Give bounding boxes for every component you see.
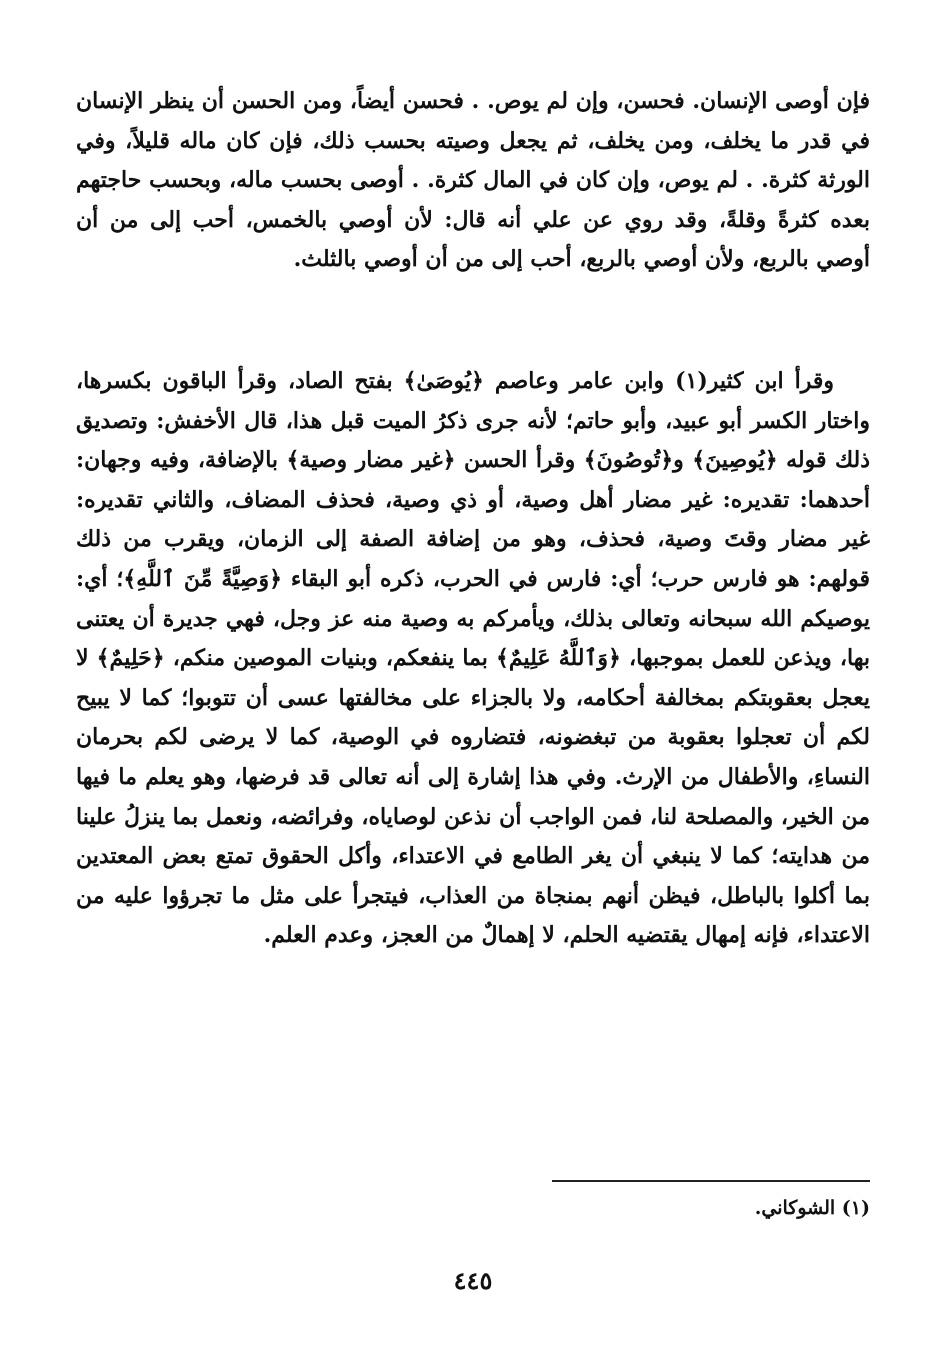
paragraph-2: وقرأ ابن كثير(١) وابن عامر وعاصم ﴿يُوصَىٰ﴾ بفتح الصاد، وقرأ الباقون بكسرها، واختار الكسر أبو عبيد، وأبو حاتم؛ لأنه جرى ذكرُ الميت قبل هذا، قال الأخفش: وتصديق ذلك قوله ﴿يُوصِينَ﴾ و﴿تُوصُونَ﴾ وقرأ الحسن ﴿غير مضار وصية﴾ بالإضافة، وفيه وجهان: أحدهما: تقديره: غير مضار أهل وصية، أو ذي وصية، فحذف المضاف، والثاني تقديره: غير مضار وقتَ وصية، فحذف، وهو من إضافة الصفة إلى الزمان، ويقرب من ذلك قولهم: هو فارس حرب؛ أي: فارس في الحرب، ذكره أبو البقاء ﴿وَصِيَّةً مِّنَ ٱللَّهِ﴾؛ أي: يوصيكم الله سبحانه وتعالى بذلك، ويأمركم به وصية منه عز وجل، فهي جديرة أن يعتنى بها، ويذعن للعمل بموجبها، ﴿وَٱللَّهُ عَلِيمٌ﴾ بما ينفعكم، وبنيات الموصين منكم، ﴿حَلِيمٌ﴾ لا يعجل بعقوبتكم بمخالفة أحكامه، ولا بالجزاء على مخالفتها عسى أن تتوبوا؛ كما لا يبيح لكم أن تعجلوا بعقوبة من تبغضونه، فتضاروه في الوصية، كما لا يرضى لكم بحرمان النساءِ، والأطفال من الإرث. وفي هذا إشارة إلى أنه تعالى قد فرضها، وهو يعلم ما فيها من الخير، والمصلحة لنا، فمن الواجب أن نذعن لوصاياه، وفرائضه، ونعمل بما ينزلُ علينا من هدايته؛ كما لا ينبغي أن يغر الطامع في الاعتداء، وأكل الحقوق تمتع بعض المعتدين بما أكلوا بالباطل، فيظن أنهم بمنجاة من العذاب، فيتجرأ على مثل ما تجرؤوا عليه من الاعتداء، فإنه إمهال يقتضيه الحلم، لا إهمالٌ من العجز، وعدم العلم. — [76, 368, 870, 949]
footnote: (١) الشوكاني. — [754, 1197, 870, 1219]
footnote-separator — [552, 1180, 870, 1182]
page-number: ٤٤٥ — [453, 1266, 493, 1295]
paragraph-1: فإن أوصى الإنسان. فحسن، وإن لم يوص. . فحسن أيضاً، ومن الحسن أن ينظر الإنسان في قدر ما يخلف، ومن يخلف، ثم يجعل وصيته بحسب ذلك، فإن كان ماله قليلاً، وفي الورثة كثرة. . لم يوص، وإن كان في المال كثرة. . أوصى بحسب ماله، وبحسب حاجتهم بعده كثرةً وقلةً، وقد روي عن علي أنه قال: لأن أوصي بالخمس، أحب إلى من أن أوصي بالربع، ولأن أوصي بالربع، أحب إلى من أن أوصي بالثلث. — [76, 88, 870, 273]
